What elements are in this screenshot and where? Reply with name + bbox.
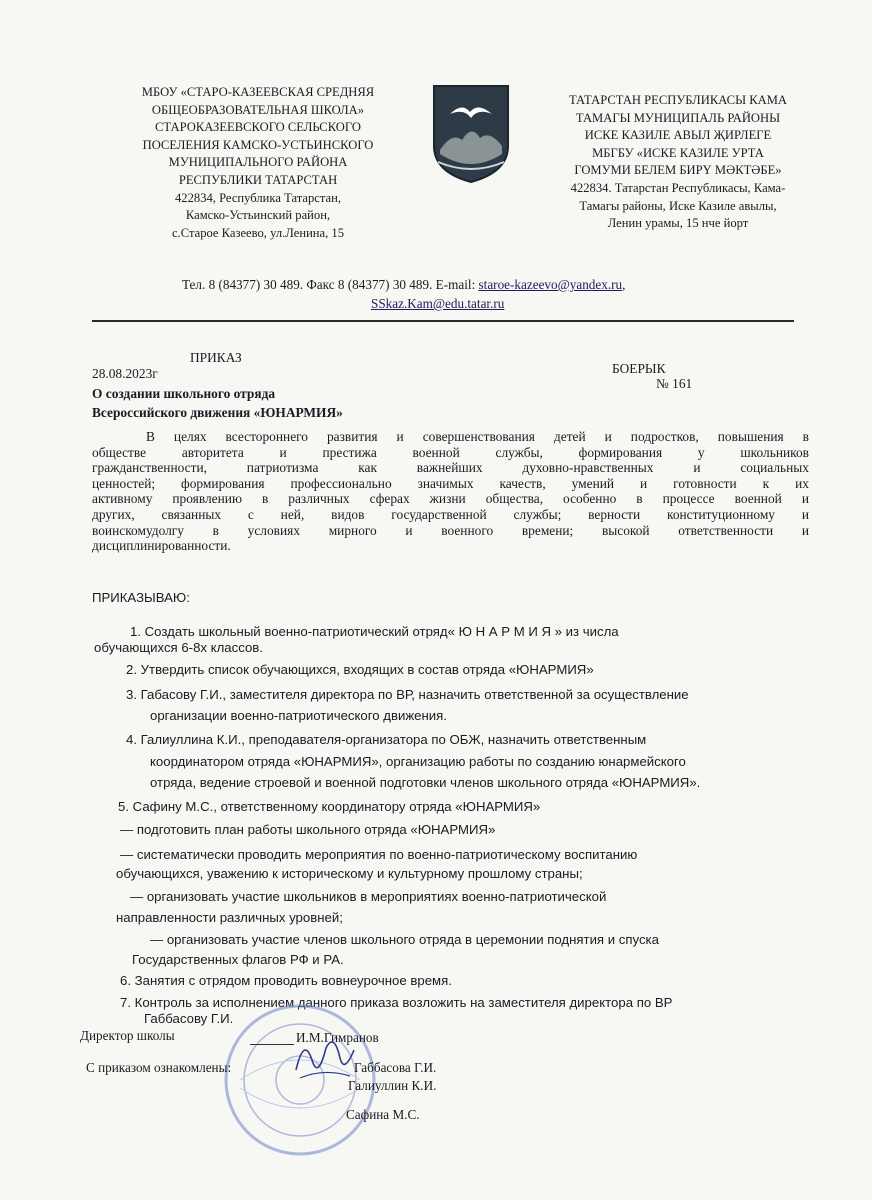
right-header bbox=[528, 92, 828, 233]
acquainted-name: Габбасова Г.И. bbox=[354, 1060, 437, 1075]
order-subject-line: Всероссийского движения «ЮНАРМИЯ» bbox=[92, 405, 343, 420]
preamble-line: других, связанных с ней, видов государственной службы; верности конституционному и bbox=[92, 506, 809, 522]
contacts-phone-fax: Тел. 8 (84377) 30 489. Факс 8 (84377) 30 489. E-mail: bbox=[182, 277, 479, 292]
order-date: 28.08.2023г bbox=[92, 366, 158, 381]
left-header bbox=[108, 84, 408, 242]
order-subitem-continuation: обучающихся, уважению к историческому и культурному прошлому страны; bbox=[116, 866, 583, 881]
left-header-line: с.Старое Казеево, ул.Ленина, 15 bbox=[171, 225, 345, 240]
right-header-line: 422834. Татарстан Республикасы, Кама- bbox=[570, 180, 786, 195]
director-name: И.М.Гимранов bbox=[296, 1030, 379, 1045]
right-header-line: Тамагы районы, Иске Казиле авылы, bbox=[579, 198, 777, 213]
right-header-line: ГОМУМИ БЕЛЕМ БИРҮ МӘКТӘБЕ» bbox=[574, 163, 782, 178]
left-header-line: РЕСПУБЛИКИ ТАТАРСТАН bbox=[178, 172, 338, 187]
order-subitem-continuation: Государственных флагов РФ и РА. bbox=[132, 952, 344, 967]
preamble-line: воинскомудолгу в условиях мирного и военного времени; высокой ответственности и bbox=[92, 522, 809, 538]
order-subitem: — подготовить план работы школьного отряда «ЮНАРМИЯ» bbox=[120, 822, 496, 837]
right-header-line: МБГБУ «ИСКЕ КАЗИЛЕ УРТА bbox=[592, 145, 764, 160]
director-signature-line bbox=[250, 1044, 294, 1045]
order-subitem: — систематически проводить мероприятия по военно-патриотическому воспитанию bbox=[120, 847, 638, 862]
order-subitem: — организовать участие членов школьного отряда в церемонии поднятия и спуска bbox=[150, 932, 659, 947]
order-item: 5. Сафину М.С., ответственному координатору отряда «ЮНАРМИЯ» bbox=[118, 799, 541, 814]
decree-heading: ПРИКАЗЫВАЮ: bbox=[92, 590, 190, 605]
order-item: 6. Занятия с отрядом проводить вовнеурочное время. bbox=[120, 973, 452, 988]
right-header-line: ТАТАРСТАН РЕСПУБЛИКАСЫ КАМА bbox=[568, 93, 788, 107]
preamble-line: дисциплинированности. bbox=[92, 538, 231, 554]
contacts-line bbox=[182, 275, 625, 295]
preamble-line: В целях всестороннего развития и совершенствования детей и подростков, повышения в bbox=[146, 429, 809, 444]
order-item-continuation: обучающихся 6-8х классов. bbox=[94, 640, 263, 655]
director-title: Директор школы bbox=[80, 1028, 175, 1043]
order-title-ru: ПРИКАЗ bbox=[190, 350, 242, 365]
header-divider bbox=[92, 320, 794, 322]
contacts-line-2 bbox=[371, 294, 504, 314]
preamble-line: активному проявлению в различных сферах жизни общества, особенно в процессе военной и bbox=[92, 491, 809, 507]
right-header-line: ИСКЕ КАЗИЛЕ АВЫЛ ҖИРЛЕГЕ bbox=[584, 128, 772, 143]
order-subitem: — организовать участие школьников в мероприятиях военно-патриотической bbox=[130, 889, 607, 904]
email-link-secondary[interactable]: SSkaz.Kam@edu.tatar.ru bbox=[371, 296, 505, 311]
order-item: 1. Создать школьный военно-патриотический отряд« Ю Н А Р М И Я » из числа bbox=[130, 624, 619, 639]
order-item: 3. Габасову Г.И., заместителя директора по ВР, назначить ответственной за осуществление bbox=[126, 687, 689, 702]
acquainted-name: Сафина М.С. bbox=[346, 1107, 420, 1122]
order-item-continuation: отряда, ведение строевой и военной подготовки членов школьного отряда «ЮНАРМИЯ». bbox=[150, 775, 701, 790]
right-header-line: Ленин урамы, 15 нче йорт bbox=[607, 216, 749, 231]
left-header-line: МУНИЦИПАЛЬНОГО РАЙОНА bbox=[168, 155, 348, 170]
order-item: 4. Галиуллина К.И., преподавателя-организатора по ОБЖ, назначить ответственным bbox=[126, 732, 647, 747]
order-subject-line: О создании школьного отряда bbox=[92, 386, 276, 401]
order-number: № 161 bbox=[656, 376, 693, 391]
order-item-continuation: организации военно-патриотического движения. bbox=[150, 708, 447, 723]
acquainted-name: Галиуллин К.И. bbox=[348, 1078, 437, 1093]
order-title-tt: БОЕРЫК bbox=[612, 361, 666, 376]
left-header-line: Камско-Устьинский район, bbox=[185, 208, 331, 223]
left-header-line: ОБЩЕОБРАЗОВАТЕЛЬНАЯ ШКОЛА» bbox=[151, 102, 365, 117]
preamble-line: гражданственности, патриотизма как важнейших духовно-нравственных и социальных bbox=[92, 460, 809, 476]
right-header-line: ТАМАГЫ МУНИЦИПАЛЬ РАЙОНЫ bbox=[575, 110, 781, 125]
left-header-line: СТАРОКАЗЕЕВСКОГО СЕЛЬСКОГО bbox=[155, 120, 361, 135]
contacts-separator: , bbox=[622, 277, 626, 292]
order-item-continuation: Габбасову Г.И. bbox=[144, 1011, 234, 1026]
coat-of-arms-emblem bbox=[428, 84, 514, 184]
left-header-line: ПОСЕЛЕНИЯ КАМСКО-УСТЬИНСКОГО bbox=[142, 137, 374, 152]
left-header-line: МБОУ «СТАРО-КАЗЕЕВСКАЯ СРЕДНЯЯ bbox=[141, 85, 375, 99]
preamble-paragraph bbox=[92, 429, 809, 554]
email-link-primary[interactable]: staroe-kazeevo@yandex.ru bbox=[478, 277, 623, 292]
preamble-line: обществе авторитета и престижа военной службы, формирования у школьников bbox=[92, 444, 809, 460]
order-item-continuation: координатором отряда «ЮНАРМИЯ», организацию работы по созданию юнармейского bbox=[150, 754, 686, 769]
acquainted-label: С приказом ознакомлены: bbox=[86, 1060, 232, 1075]
order-subitem-continuation: направленности различных уровней; bbox=[116, 910, 343, 925]
order-item: 7. Контроль за исполнением данного приказа возложить на заместителя директора по ВР bbox=[120, 995, 673, 1010]
preamble-line: ценностей; формирования профессионально значимых качеств, умений и готовности к их bbox=[92, 475, 809, 491]
order-item: 2. Утвердить список обучающихся, входящих в состав отряда «ЮНАРМИЯ» bbox=[126, 662, 594, 677]
left-header-line: 422834, Республика Татарстан, bbox=[175, 190, 341, 205]
